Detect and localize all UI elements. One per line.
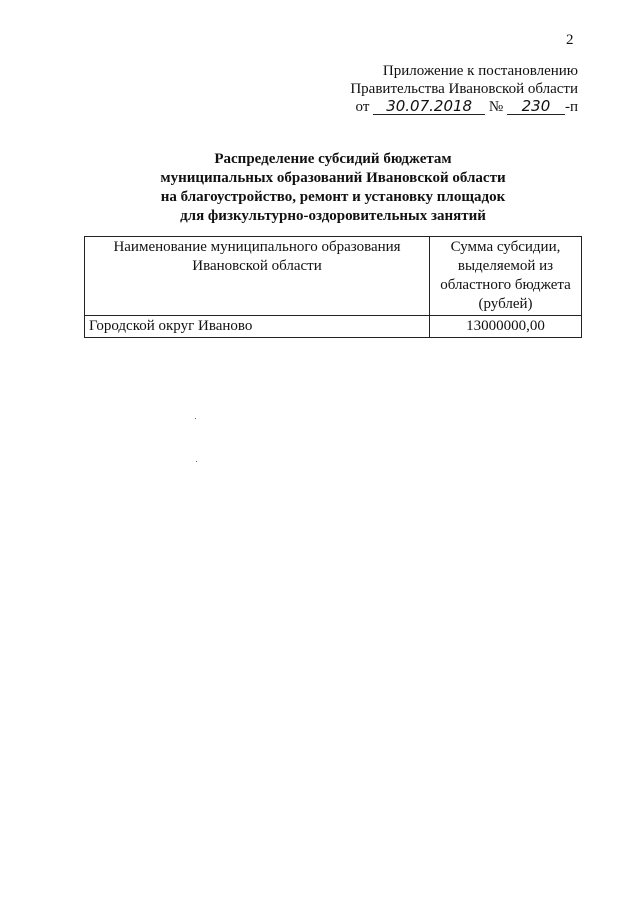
table-row	[85, 316, 582, 338]
appendix-header	[350, 62, 578, 116]
title-line-3: на благоустройство, ремонт и установку площадок	[160, 189, 506, 205]
scan-speck	[196, 461, 197, 462]
number-suffix: -п	[564, 99, 578, 115]
title-line-4: для физкультурно-оздоровительных занятий	[180, 208, 486, 224]
appendix-line-1: Приложение к постановлению	[382, 63, 578, 79]
row-municipality-name: Городской округ Иваново	[85, 316, 430, 338]
page-number: 2	[566, 32, 574, 48]
header-municipality: Наименование муниципального образования Ивановской области	[85, 237, 430, 316]
title-line-1: Распределение субсидий бюджетам	[214, 151, 452, 167]
table-header-row	[85, 237, 582, 316]
scan-speck	[195, 418, 196, 419]
appendix-line-2: Правительства Ивановской области	[350, 81, 578, 97]
row-subsidy-amount: 13000000,00	[430, 316, 582, 338]
subsidies-table	[84, 236, 582, 338]
title-line-2: муниципальных образований Ивановской области	[160, 170, 506, 186]
date-prefix: от	[355, 99, 370, 115]
handwritten-date: 30.07.2018	[373, 98, 485, 115]
appendix-date-line	[350, 98, 578, 116]
document-title	[84, 150, 582, 226]
number-sign: №	[488, 99, 504, 115]
handwritten-number: 230	[507, 98, 565, 115]
header-subsidy-amount: Сумма субсидии, выделяемой из областного бюджета (рублей)	[430, 237, 582, 316]
